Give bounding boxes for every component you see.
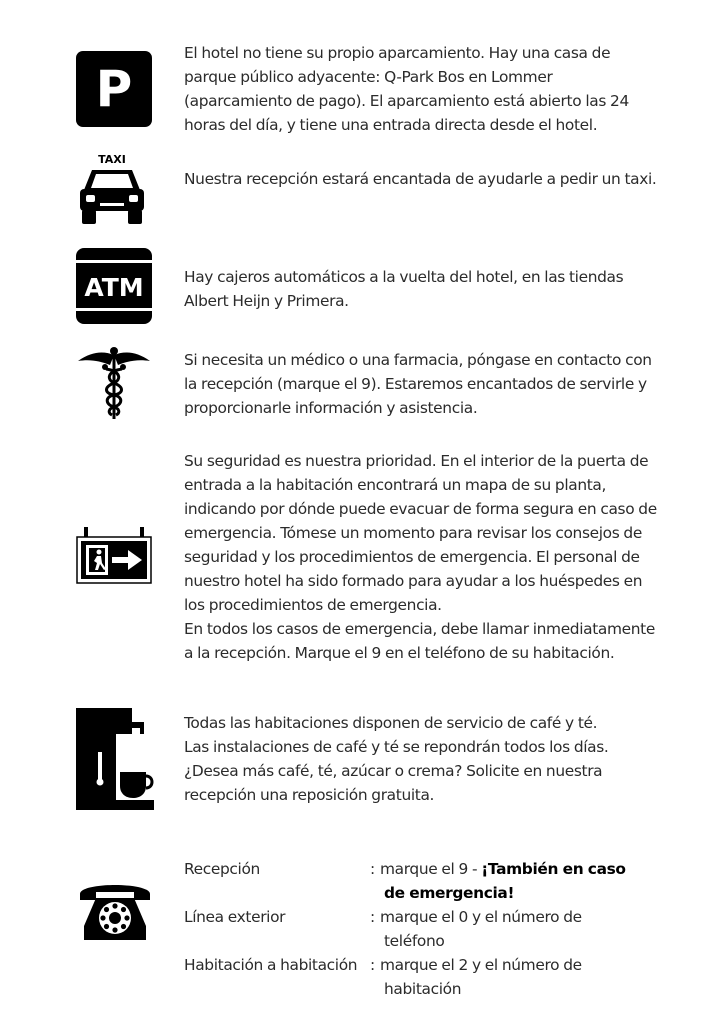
atm-label: ATM — [84, 273, 144, 302]
atm-paragraph: Hay cajeros automáticos a la vuelta del hotel, en las tiendas Albert Heijn y Primera. — [184, 268, 624, 310]
coffee-machine-icon — [76, 708, 154, 810]
contact-row — [184, 953, 674, 1001]
room-to-room-value-1: marque el 2 y el número de — [380, 956, 582, 974]
contact-separator: : — [370, 860, 375, 878]
coffee-line-2: Las instalaciones de café y té se repondrán todos los días. — [184, 738, 609, 756]
contact-label-outside-line: Línea exterior — [184, 908, 286, 926]
contact-value-reception — [380, 857, 674, 905]
outside-line-value-1: marque el 0 y el número de — [380, 908, 582, 926]
safety-paragraph-2: En todos los casos de emergencia, debe llamar inmediatamente a la recepción. Marque el 9 en el teléfono de su habitación. — [184, 620, 655, 662]
medical-paragraph: Si necesita un médico o una farmacia, póngase en contacto con la recepción (marque el 9). Estaremos encantados de servirle y proporcionarle información y asistencia. — [184, 351, 652, 417]
contact-separator: : — [370, 908, 375, 926]
atm-icon — [76, 248, 152, 324]
atm-text — [184, 265, 664, 313]
parking-text — [184, 41, 664, 137]
contact-row — [184, 857, 674, 905]
taxi-icon — [78, 152, 146, 226]
outside-line-value-2: teléfono — [384, 932, 445, 950]
room-to-room-value-2: habitación — [384, 980, 462, 998]
contact-row — [184, 905, 674, 953]
taxi-text — [184, 167, 664, 191]
contact-separator: : — [370, 956, 375, 974]
caduceus-icon — [76, 345, 152, 421]
medical-text — [184, 348, 664, 420]
parking-letter: P — [95, 60, 133, 118]
safety-text — [184, 449, 664, 665]
taxi-label: TAXI — [98, 153, 126, 166]
contact-label-room-to-room: Habitación a habitación — [184, 956, 358, 974]
taxi-paragraph: Nuestra recepción estará encantada de ayudarle a pedir un taxi. — [184, 170, 657, 188]
coffee-line-3: ¿Desea más café, té, azúcar o crema? Solicite en nuestra recepción una reposición gratuita. — [184, 762, 603, 804]
reception-value-text: marque el 9 - — [380, 860, 478, 878]
telephone-icon — [76, 876, 154, 942]
reception-emergency-note-2: de emergencia! — [384, 884, 515, 902]
emergency-exit-icon — [76, 527, 152, 587]
phone-contacts — [184, 857, 674, 1001]
contact-value-room-to-room — [380, 953, 674, 1001]
reception-emergency-note-1: ¡También en caso — [481, 860, 626, 878]
contact-value-outside-line — [380, 905, 674, 953]
contact-label-reception: Recepción — [184, 860, 260, 878]
safety-paragraph-1: Su seguridad es nuestra prioridad. En el interior de la puerta de entrada a la habitación encontrará un mapa de su planta, indicando por dónde puede evacuar de forma segura en caso de emergencia. Tómese un momento para revisar los consejos de seguridad y los procedimientos de emergencia. El personal de nuestro hotel ha sido formado para ayudar a los huéspedes en los procedimientos de emergencia. — [184, 452, 657, 614]
coffee-line-1: Todas las habitaciones disponen de servicio de café y té. — [184, 714, 598, 732]
parking-icon — [76, 51, 152, 127]
coffee-text — [184, 711, 664, 807]
parking-paragraph: El hotel no tiene su propio aparcamiento. Hay una casa de parque público adyacente: Q-Park Bos en Lommer (aparcamiento de pago). El aparcamiento está abierto las 24 horas del día, y tiene una entrada directa desde el hotel. — [184, 44, 629, 134]
